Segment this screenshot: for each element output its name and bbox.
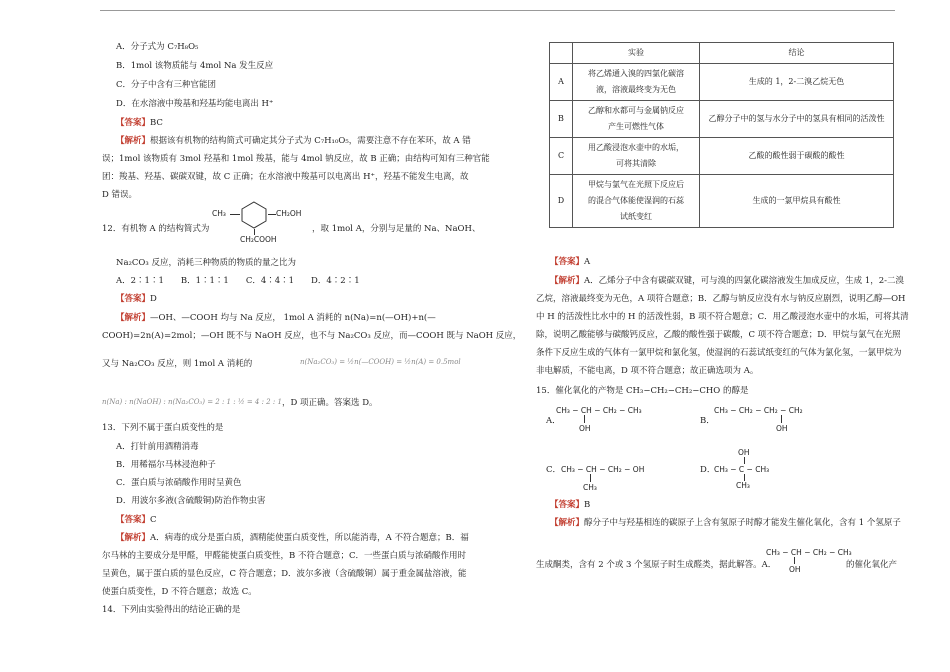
row-conclusion: 生成的一氯甲烷具有酸性 [700, 175, 894, 228]
q13-stem: 13．下列不属于蛋白质变性的是 [102, 423, 224, 433]
header-conclusion: 结论 [700, 43, 894, 64]
q15-option-b: B． [700, 416, 715, 426]
q15-b-oh: OH [776, 424, 788, 433]
q14-analysis-line [550, 276, 904, 287]
row-experiment: 乙醇和水都可与金属钠反应 产生可燃性气体 [573, 101, 700, 138]
q12-formula-2: n(Na) : n(NaOH) : n(Na₂CO₃) = 2 : 1 : ½ = 4 : 2 : 1 [102, 398, 282, 406]
answer-label: 【答案】 [550, 257, 585, 267]
q13-analysis-line [116, 533, 469, 544]
q11-analysis-line [116, 136, 471, 147]
experiment-table [549, 42, 894, 228]
row-label: D [550, 175, 573, 228]
bond [781, 415, 782, 423]
q14-analysis-line: 非电解质，不能电离，D 项不符合题意；故正确选项为 A。 [536, 366, 759, 376]
q14-stem: 14．下列由实验得出的结论正确的是 [102, 605, 241, 615]
bond [230, 214, 240, 215]
answer-label: 【答案】 [116, 294, 151, 304]
table-row [550, 138, 894, 175]
analysis-label: 【解析】 [550, 518, 585, 528]
analysis-text: 醇分子中与羟基相连的碳原子上含有氢原子时醇才能发生催化氧化，含有 1 个氢原子 [584, 518, 901, 528]
answer-value: B [584, 500, 591, 510]
q13-analysis-line: 呈黄色，属于蛋白质的显色反应，C 符合题意；D．波尔多液（含硫酸铜）属于重金属盐溶液，能 [102, 569, 467, 579]
bond [590, 474, 591, 482]
q15-option-c: C． [546, 465, 562, 475]
q12-analysis-line [116, 313, 436, 324]
q12-stem-cont: ，取 1mol A，分别与足量的 Na、NaOH、 [312, 224, 481, 234]
analysis-label: 【解析】 [116, 136, 151, 146]
ring-structure [240, 200, 268, 230]
q11-option-b: B．1mol 该物质能与 4mol Na 发生反应 [116, 61, 274, 71]
q15-option-a: A． [546, 416, 561, 426]
q15-analysis-line [550, 518, 901, 529]
answer-label: 【答案】 [550, 500, 585, 510]
q15-c-ch3: CH₃ [583, 483, 597, 492]
answer-value: C [150, 515, 157, 525]
q15-analysis-line: 生成酮类，含有 2 个或 3 个氢原子时生成醛类，据此解答。A． [536, 560, 777, 570]
q14-analysis-line: 中 H 的活泼性比水中的 H 的活泼性弱，B 项不符合题意；C．用乙酸浸泡水壶中的水垢，可将其清 [536, 312, 909, 322]
bond [744, 474, 745, 481]
q11-analysis-line: 误；1mol 该物质有 3mol 羟基和 1mol 羧基，能与 4mol 钠反应，故 B 正确；由结构可知有三种官能 [102, 154, 490, 164]
q12-analysis-end: ，D 项正确。答案选 D。 [282, 398, 378, 408]
analysis-text: 根据该有机物的结构简式可确定其分子式为 C₇H₁₀O₅，需要注意不存在苯环，故 A 错 [150, 136, 471, 146]
analysis-label: 【解析】 [116, 533, 151, 543]
q15-stem: 15．催化氧化的产物是 CH₃−CH₂−CH₂−CHO 的醇是 [536, 386, 749, 396]
header-empty [550, 43, 573, 64]
q12-structure [210, 200, 310, 246]
q15-d-ch3: CH₃ [736, 481, 750, 490]
table-header-row [550, 43, 894, 64]
q13-option-a: A．打针前用酒精消毒 [116, 442, 199, 452]
q15-option-d: D． [700, 465, 716, 475]
analysis-text: A．乙烯分子中含有碳碳双键，可与溴的四氯化碳溶液发生加成反应，生成 1，2-二溴 [584, 276, 905, 286]
top-rule [100, 10, 895, 11]
bond [794, 557, 795, 564]
q13-option-c: C．蛋白质与浓硝酸作用时呈黄色 [116, 478, 242, 488]
answer-label: 【答案】 [116, 515, 151, 525]
row-conclusion: 乙酸的酸性弱于碳酸的酸性 [700, 138, 894, 175]
struct-ch2cooh: CH₂COOH [240, 235, 277, 244]
row-label: B [550, 101, 573, 138]
q14-analysis-line: 乙烷，溶液最终变为无色，A 项符合题意；B．乙醇与钠反应没有水与钠反应剧烈，说明乙醇—OH [536, 294, 906, 304]
row-experiment: 用乙酸浸泡水壶中的水垢， 可将其清除 [573, 138, 700, 175]
answer-value: BC [150, 118, 163, 128]
struct-ch2oh: CH₂OH [276, 209, 302, 218]
q11-option-d: D．在水溶液中羧基和羟基均能电离出 H⁺ [116, 99, 274, 109]
q15-d-formula: CH₃ − C − CH₃ [714, 465, 770, 474]
q12-analysis-line: 又与 Na₂CO₃ 反应，则 1mol A 消耗的 [102, 359, 253, 369]
analysis-text: A．病毒的成分是蛋白质，酒精能使蛋白质变性，所以能消毒，A 不符合题意；B．福 [150, 533, 469, 543]
q15-analysis-line-end: 的催化氧化产 [846, 560, 898, 570]
q13-analysis-line: 使蛋白质变性，D 不符合题意；故选 C。 [102, 587, 257, 597]
q11-analysis-line: 团：羧基、羟基、碳碳双键，故 C 正确；在水溶液中羧基可以电离出 H⁺，羟基不能发生电离，故 [102, 172, 469, 182]
q12-options: A．2∶1∶1 B．1∶1∶1 C．4∶4∶1 D．4∶2∶1 [116, 276, 360, 286]
row-experiment: 甲烷与氯气在光照下反应后 的混合气体能使湿润的石蕊 试纸变红 [573, 175, 700, 228]
answer-value: D [150, 294, 157, 304]
q12-line2: Na₂CO₃ 反应，消耗三种物质的物质的量之比为 [116, 258, 296, 268]
q12-formula-1: n(Na₂CO₃) = ½n(—COOH) = ½n(A) = 0.5mol [300, 358, 461, 366]
q13-answer [116, 515, 157, 526]
q11-analysis-line: D 错误。 [102, 190, 138, 200]
q15-a-oh: OH [579, 424, 591, 433]
analysis-text: —OH、—COOH 均与 Na 反应， 1mol A 消耗的 n(Na)=n(—OH)+n(— [150, 313, 436, 323]
q14-answer [550, 257, 590, 268]
q12-answer [116, 294, 157, 305]
q11-answer [116, 118, 163, 129]
answer-label: 【答案】 [116, 118, 151, 128]
bond [744, 457, 745, 464]
row-conclusion: 乙醇分子中的氢与水分子中的氢具有相同的活泼性 [700, 101, 894, 138]
q15-inline-oh: OH [789, 565, 801, 574]
row-label: A [550, 64, 573, 101]
table-row [550, 101, 894, 138]
analysis-label: 【解析】 [116, 313, 151, 323]
bond [584, 415, 585, 423]
row-experiment: 将乙烯通入溴的四氯化碳溶 液，溶液最终变为无色 [573, 64, 700, 101]
q11-option-c: C．分子中含有三种官能团 [116, 80, 217, 90]
q15-b-formula: CH₃ − CH₂ − CH₂ − CH₂ [714, 406, 803, 415]
q13-option-b: B．用稀福尔马林浸泡种子 [116, 460, 216, 470]
q14-analysis-line: 除，说明乙酸能够与碳酸钙反应，乙酸的酸性强于碳酸，C 项不符合题意；D．甲烷与氯气在光照 [536, 330, 901, 340]
q12-analysis-line: COOH)=2n(A)=2mol；—OH 既不与 NaOH 反应，也不与 Na₂CO₃ 反应，而—COOH 既与 NaOH 反应， [102, 331, 522, 341]
q15-a-formula: CH₃ − CH − CH₂ − CH₃ [556, 406, 642, 415]
q15-c-formula: CH₃ − CH − CH₂ − OH [561, 465, 645, 474]
q15-inline-formula: CH₃ − CH − CH₂ − CH₃ [766, 548, 852, 557]
q12-stem: 12．有机物 A 的结构简式为 [102, 224, 210, 234]
row-label: C [550, 138, 573, 175]
q15-answer [550, 500, 590, 511]
ring-hexagon [242, 202, 266, 228]
q15-d-oh: OH [738, 448, 750, 457]
analysis-label: 【解析】 [550, 276, 585, 286]
q14-analysis-line: 条件下反应生成的气体有一氯甲烷和氯化氢，使湿润的石蕊试纸变红的气体为氯化氢，一氯甲烷为 [536, 348, 902, 358]
header-experiment: 实验 [573, 43, 700, 64]
q13-option-d: D．用波尔多液(含硫酸铜)防治作物虫害 [116, 496, 266, 506]
q11-option-a: A．分子式为 C₇H₈O₅ [116, 42, 199, 52]
row-conclusion: 生成的 1，2-二溴乙烷无色 [700, 64, 894, 101]
table-row [550, 175, 894, 228]
bond [268, 214, 276, 215]
struct-ch3: CH₃ [212, 209, 226, 218]
answer-value: A [584, 257, 591, 267]
table-row [550, 64, 894, 101]
q13-analysis-line: 尔马林的主要成分是甲醛，甲醛能使蛋白质变性，B 不符合题意；C．一些蛋白质与浓硝酸作用时 [102, 551, 466, 561]
